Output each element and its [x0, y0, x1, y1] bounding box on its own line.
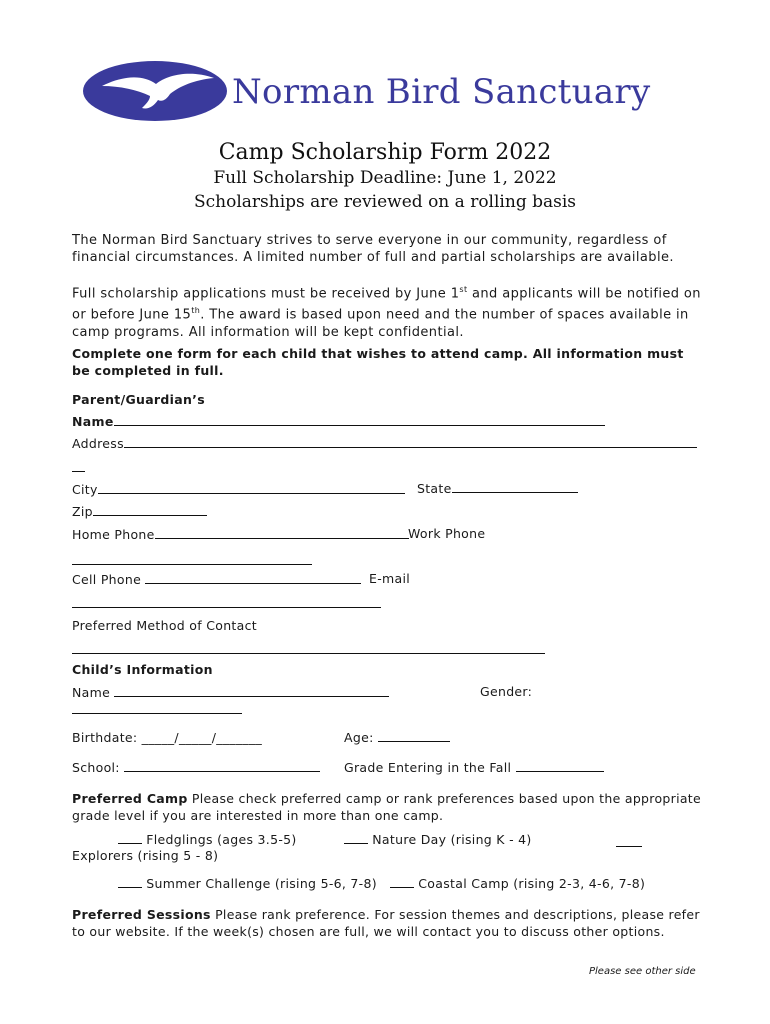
form-title: Camp Scholarship Form 2022 — [218, 140, 552, 165]
address-continuation[interactable] — [72, 471, 85, 472]
deadline-paragraph: Full scholarship applications must be received by June 1st and applicants will be notified on or before June 15th. The award is based upon need and the number of spaces available in camp programs. All information will be kept confidential. — [72, 285, 701, 340]
state-row: State — [417, 481, 578, 496]
zip-field[interactable] — [93, 504, 207, 516]
coastal-camp-option[interactable]: Coastal Camp (rising 2-3, 4-6, 7-8) — [390, 876, 645, 891]
gender-field[interactable] — [72, 713, 242, 714]
email-field[interactable] — [72, 607, 381, 608]
cell-phone-field[interactable] — [145, 572, 361, 584]
org-name: Norman Bird Sanctuary — [232, 72, 651, 112]
home-phone-field[interactable] — [155, 527, 409, 539]
work-phone-label: Work Phone — [408, 526, 486, 541]
child-name-field[interactable] — [114, 685, 389, 697]
grade-field[interactable] — [516, 760, 604, 772]
parent-name-row: Name — [72, 413, 612, 430]
parent-name-field[interactable] — [114, 414, 605, 426]
birthdate-field[interactable]: Birthdate: _____/_____/_______ — [72, 730, 263, 745]
child-name-row: Name — [72, 684, 402, 701]
summer-challenge-checkbox[interactable] — [118, 876, 142, 888]
coastal-camp-checkbox[interactable] — [390, 876, 414, 888]
age-row: Age: — [344, 730, 450, 745]
grade-row: Grade Entering in the Fall — [344, 760, 604, 775]
parent-heading: Parent/Guardian’s — [72, 392, 205, 407]
rolling-note: Scholarships are reviewed on a rolling basis — [193, 192, 577, 212]
bird-logo-icon — [82, 60, 232, 122]
home-phone-row: Home Phone — [72, 526, 492, 543]
explorers-checkbox[interactable] — [616, 846, 642, 847]
age-field[interactable] — [378, 730, 450, 742]
child-heading: Child’s Information — [72, 662, 213, 677]
work-phone-field[interactable] — [72, 564, 312, 565]
zip-row: Zip — [72, 503, 272, 520]
email-label: E-mail — [369, 571, 410, 586]
deadline: Full Scholarship Deadline: June 1, 2022 — [213, 168, 557, 188]
school-row: School: — [72, 760, 320, 775]
address-field[interactable] — [124, 436, 697, 448]
instruction: Complete one form for each child that wishes to attend camp. All information must be completed in full. — [72, 346, 684, 378]
intro-paragraph: The Norman Bird Sanctuary strives to serve everyone in our community, regardless of financial circumstances. A limited number of full and partial scholarships are available. — [72, 233, 674, 265]
city-row: City — [72, 481, 412, 498]
summer-challenge-option[interactable]: Summer Challenge (rising 5-6, 7-8) — [118, 876, 377, 891]
nature-day-option[interactable]: Nature Day (rising K - 4) — [344, 832, 532, 847]
explorers-option[interactable]: Explorers (rising 5 - 8) — [72, 848, 219, 863]
gender-label: Gender: — [480, 684, 533, 699]
school-field[interactable] — [124, 760, 320, 772]
nature-day-checkbox[interactable] — [344, 832, 368, 844]
footer-note: Please see other side — [589, 966, 696, 977]
preferred-contact-field[interactable] — [72, 653, 545, 654]
preferred-sessions-paragraph: Preferred Sessions Please rank preference. For session themes and descriptions, please refer to our website. If the week(s) chosen are full, we will contact you to discuss other options. — [72, 907, 700, 939]
fledglings-option[interactable]: Fledglings (ages 3.5-5) — [118, 832, 297, 847]
state-field[interactable] — [452, 481, 578, 493]
address-row: Address — [72, 435, 702, 452]
cell-phone-row: Cell Phone — [72, 571, 372, 588]
preferred-camp-paragraph: Preferred Camp Please check preferred camp or rank preferences based upon the appropriate grade level if you are interested in more than one camp. — [72, 791, 702, 823]
city-field[interactable] — [98, 482, 405, 494]
fledglings-checkbox[interactable] — [118, 832, 142, 844]
preferred-contact-label: Preferred Method of Contact — [72, 618, 257, 633]
